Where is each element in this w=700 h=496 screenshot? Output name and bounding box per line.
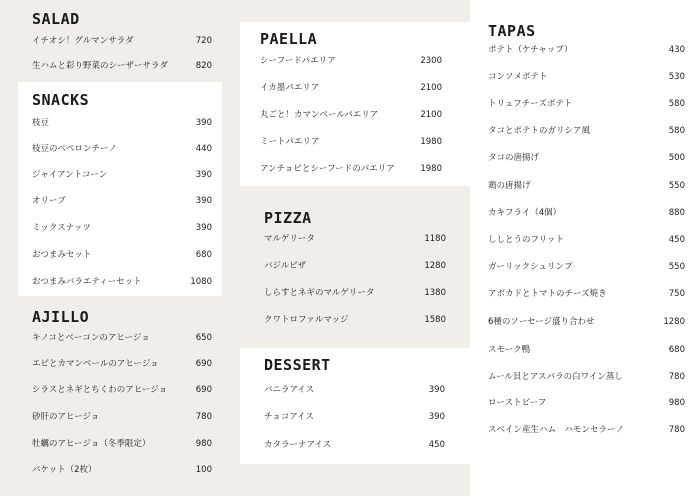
item-name: イカ墨パエリア (260, 83, 320, 93)
paella-title: PAELLA (260, 30, 318, 48)
item-price: 1580 (424, 315, 446, 325)
item-price: 550 (668, 181, 685, 191)
item-price: 500 (668, 153, 685, 163)
dessert-title: DESSERT (264, 356, 331, 374)
item-name: ししとうのフリット (488, 235, 564, 245)
item-price: 390 (428, 385, 445, 395)
item-name: スモーク鴨 (488, 345, 531, 355)
item-price: 390 (428, 412, 445, 422)
item-name: タコとポテトのガリシア風 (488, 126, 591, 136)
item-price: 1280 (424, 261, 446, 271)
item-name: カキフライ（4個） (488, 208, 562, 218)
pizza-title: PIZZA (264, 209, 312, 227)
pizza-section (240, 202, 470, 338)
item-name: イチオシ！グルマンサラダ (32, 36, 134, 46)
paella-section (240, 22, 470, 186)
item-price: 2100 (420, 110, 442, 120)
item-price: 450 (668, 235, 685, 245)
item-name: バケット（2枚） (32, 465, 97, 475)
ajillo-section (18, 300, 222, 496)
item-name: マルゲリータ (264, 234, 315, 244)
item-name: エビとカマンベールのアヒージョ (32, 359, 159, 369)
item-price: 820 (195, 61, 212, 71)
item-name: 6種のソーセージ盛り合わせ (488, 317, 595, 327)
item-price: 1380 (424, 288, 446, 298)
item-name: カタラーナアイス (264, 440, 332, 450)
item-name: バジルピザ (264, 261, 307, 271)
salad-title: SALAD (32, 10, 80, 28)
item-price: 780 (195, 412, 212, 422)
item-name: アボカドとトマトのチーズ焼き (488, 289, 607, 299)
salad-section (18, 0, 222, 82)
item-price: 1980 (420, 164, 442, 174)
item-price: 450 (428, 440, 445, 450)
item-price: 440 (195, 144, 212, 154)
snacks-section (18, 82, 222, 296)
item-name: クワトロファルマッジ (264, 315, 349, 325)
tapas-title: TAPAS (488, 22, 536, 40)
item-name: シーフードパエリア (260, 56, 336, 66)
item-name: 牡蠣のアヒージョ（冬季限定） (32, 439, 151, 449)
item-name: ローストビーフ (488, 398, 547, 408)
item-price: 580 (668, 99, 685, 109)
item-name: アンチョビとシーフードのパエリア (260, 164, 395, 174)
item-name: タコの唐揚げ (488, 153, 540, 163)
item-price: 390 (195, 170, 212, 180)
item-name: ガーリックシュリンプ (488, 262, 573, 272)
item-price: 980 (195, 439, 212, 449)
item-price: 390 (195, 118, 212, 128)
item-name: キノコとベーコンのアヒージョ (32, 333, 150, 343)
item-price: 550 (668, 262, 685, 272)
item-price: 980 (668, 398, 685, 408)
tapas-section (470, 0, 700, 496)
item-price: 750 (668, 289, 685, 299)
item-name: 砂肝のアヒージョ (32, 412, 100, 422)
item-price: 100 (195, 465, 212, 475)
item-price: 690 (195, 359, 212, 369)
item-price: 690 (195, 385, 212, 395)
dessert-section (240, 348, 470, 464)
item-price: 530 (668, 72, 685, 82)
item-price: 680 (668, 345, 685, 355)
item-name: おつまみバラエティーセット (32, 277, 142, 287)
snacks-title: SNACKS (32, 91, 90, 109)
item-price: 580 (668, 126, 685, 136)
item-price: 390 (195, 196, 212, 206)
item-name: バニラアイス (264, 385, 315, 395)
item-name: ムール貝とアスパラの白ワイン蒸し (488, 372, 623, 382)
item-name: ミックスナッツ (32, 223, 91, 233)
item-price: 2100 (420, 83, 442, 93)
item-price: 1080 (190, 277, 212, 287)
item-price: 720 (195, 36, 212, 46)
item-price: 680 (195, 250, 212, 260)
item-name: おつまみセット (32, 250, 92, 260)
item-price: 880 (668, 208, 685, 218)
item-price: 1280 (663, 317, 685, 327)
item-name: 丸ごと！カマンベールパエリア (260, 110, 379, 120)
item-name: ポテト（ケチャップ） (488, 45, 573, 55)
item-name: オリーブ (32, 196, 66, 206)
item-name: シラスとネギとちくわのアヒージョ (32, 385, 168, 395)
item-name: 生ハムと彩り野菜のシーザーサラダ (32, 61, 168, 71)
item-name: チョコアイス (264, 412, 314, 422)
item-price: 780 (668, 372, 685, 382)
item-name: 枝豆 (32, 118, 50, 128)
item-price: 1180 (424, 234, 446, 244)
item-price: 390 (195, 223, 212, 233)
item-name: トリュフチーズポテト (488, 99, 573, 109)
item-name: 鶏の唐揚げ (488, 181, 531, 191)
item-name: しらすとネギのマルゲリータ (264, 288, 375, 298)
item-price: 780 (668, 425, 685, 435)
item-price: 650 (195, 333, 212, 343)
item-name: 枝豆のペペロンチーノ (32, 144, 117, 154)
ajillo-title: AJILLO (32, 308, 90, 326)
item-price: 1980 (420, 137, 442, 147)
item-name: ジャイアントコーン (32, 170, 108, 180)
item-name: スペイン産生ハム ハモンセラーノ (488, 425, 624, 435)
item-price: 2300 (420, 56, 442, 66)
item-price: 430 (668, 45, 685, 55)
item-name: コンソメポテト (488, 72, 548, 82)
item-name: ミートパエリア (260, 137, 320, 147)
